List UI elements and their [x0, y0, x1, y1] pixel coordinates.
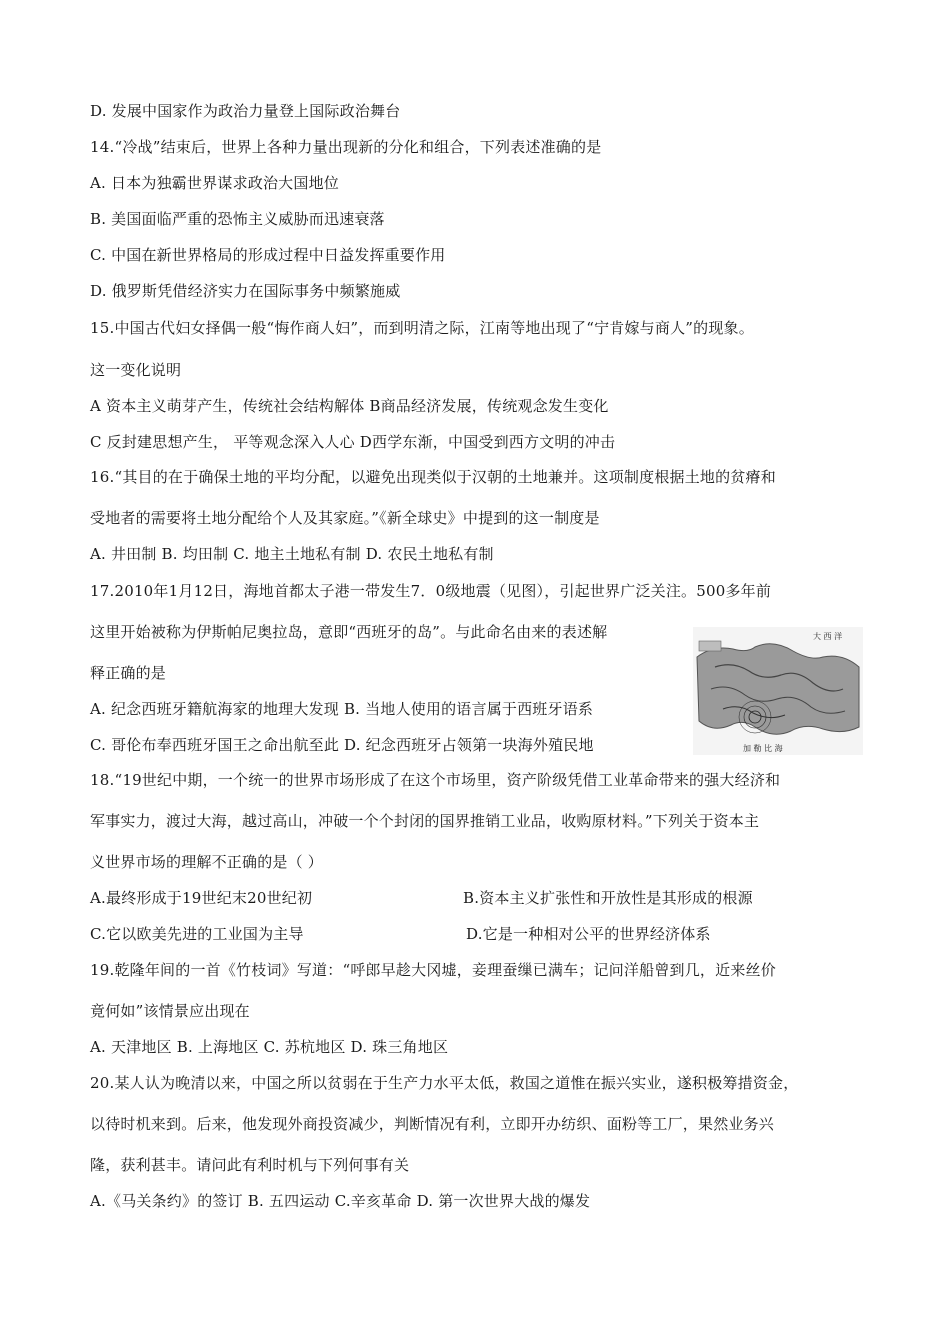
q20-stem-line1: 20.某人认为晚清以来，中国之所以贫弱在于生产力水平太低，救国之道惟在振兴实业，遂积极筹措资金， [90, 1074, 799, 1092]
q20-options: A.《马关条约》的签订 B. 五四运动 C.辛亥革命 D. 第一次世界大战的爆发 [90, 1192, 591, 1210]
q14-option-c: C. 中国在新世界格局的形成过程中日益发挥重要作用 [90, 246, 446, 264]
q18-stem-line3: 义世界市场的理解不正确的是（ ） [90, 853, 323, 871]
q18-option-d: D.它是一种相对公平的世界经济体系 [466, 925, 711, 943]
q15-options-ab: A 资本主义萌芽产生，传统社会结构解体 B商品经济发展，传统观念发生变化 [90, 397, 609, 415]
q19-stem-line1: 19.乾隆年间的一首《竹枝词》写道：“呼郎早趁大冈墟，妾理蚕缫已满车；记问洋船曾到几，近来丝价 [90, 961, 776, 979]
q18-stem-line1: 18.“19世纪中期，一个统一的世界市场形成了在这个市场里，资产阶级凭借工业革命带来的强大经济和 [90, 771, 781, 789]
q18-option-b: B.资本主义扩张性和开放性是其形成的根源 [463, 889, 753, 907]
map-image [693, 627, 863, 755]
q19-stem-line2: 竟何如”该情景应出现在 [90, 1002, 250, 1020]
q15-options-cd: C 反封建思想产生， 平等观念深入人心 D西学东渐，中国受到西方文明的冲击 [90, 433, 616, 451]
q18-option-a: A.最终形成于19世纪末20世纪初 [90, 889, 313, 907]
q19-options: A. 天津地区 B. 上海地区 C. 苏杭地区 D. 珠三角地区 [90, 1038, 449, 1056]
q15-stem-line1: 15.中国古代妇女择偶一般“悔作商人妇”，而到明清之际，江南等地出现了“宁肯嫁与商人”的现象。 [90, 319, 754, 337]
q17-options-ab: A. 纪念西班牙籍航海家的地理大发现 B. 当地人使用的语言属于西班牙语系 [90, 700, 594, 718]
q14-stem: 14.“冷战”结束后，世界上各种力量出现新的分化和组合，下列表述准确的是 [90, 138, 602, 156]
haiti-map-figure [693, 627, 863, 755]
q17-stem-line1: 17.2010年1月12日，海地首都太子港一带发生7．0级地震（见图），引起世界广泛关注。500多年前 [90, 582, 772, 600]
q17-options-cd: C. 哥伦布奉西班牙国王之命出航至此 D. 纪念西班牙占领第一块海外殖民地 [90, 736, 594, 754]
q14-option-d: D. 俄罗斯凭借经济实力在国际事务中频繁施威 [90, 282, 401, 300]
q20-stem-line2: 以待时机来到。后来，他发现外商投资减少，判断情况有利，立即开办纺织、面粉等工厂，果然业务兴 [90, 1115, 775, 1133]
q18-stem-line2: 军事实力，渡过大海，越过高山，冲破一个个封闭的国界推销工业品，收购原材料。”下列关于资本主 [90, 812, 760, 830]
map-label-caribbean: 加 勒 比 海 [743, 744, 783, 753]
map-label-atlantic: 大 西 洋 [813, 632, 843, 641]
q17-stem-line3: 释正确的是 [90, 664, 167, 682]
q20-stem-line3: 隆，获利甚丰。请问此有利时机与下列何事有关 [90, 1156, 410, 1174]
q14-option-b: B. 美国面临严重的恐怖主义威胁而迅速衰落 [90, 210, 385, 228]
q14-option-a: A. 日本为独霸世界谋求政治大国地位 [90, 174, 339, 192]
q18-option-c: C.它以欧美先进的工业国为主导 [90, 925, 304, 943]
q17-stem-line2: 这里开始被称为伊斯帕尼奥拉岛，意即“西班牙的岛”。与此命名由来的表述解 [90, 623, 608, 641]
q15-stem-line2: 这一变化说明 [90, 361, 182, 379]
q13-option-d: D. 发展中国家作为政治力量登上国际政治舞台 [90, 102, 401, 120]
q16-stem-line2: 受地者的需要将土地分配给个人及其家庭。”《新全球史》中提到的这一制度是 [90, 509, 600, 527]
q16-options: A. 井田制 B. 均田制 C. 地主土地私有制 D. 农民土地私有制 [90, 545, 494, 563]
q16-stem-line1: 16.“其目的在于确保土地的平均分配，以避免出现类似于汉朝的土地兼并。这项制度根据土地的贫瘠和 [90, 468, 776, 486]
